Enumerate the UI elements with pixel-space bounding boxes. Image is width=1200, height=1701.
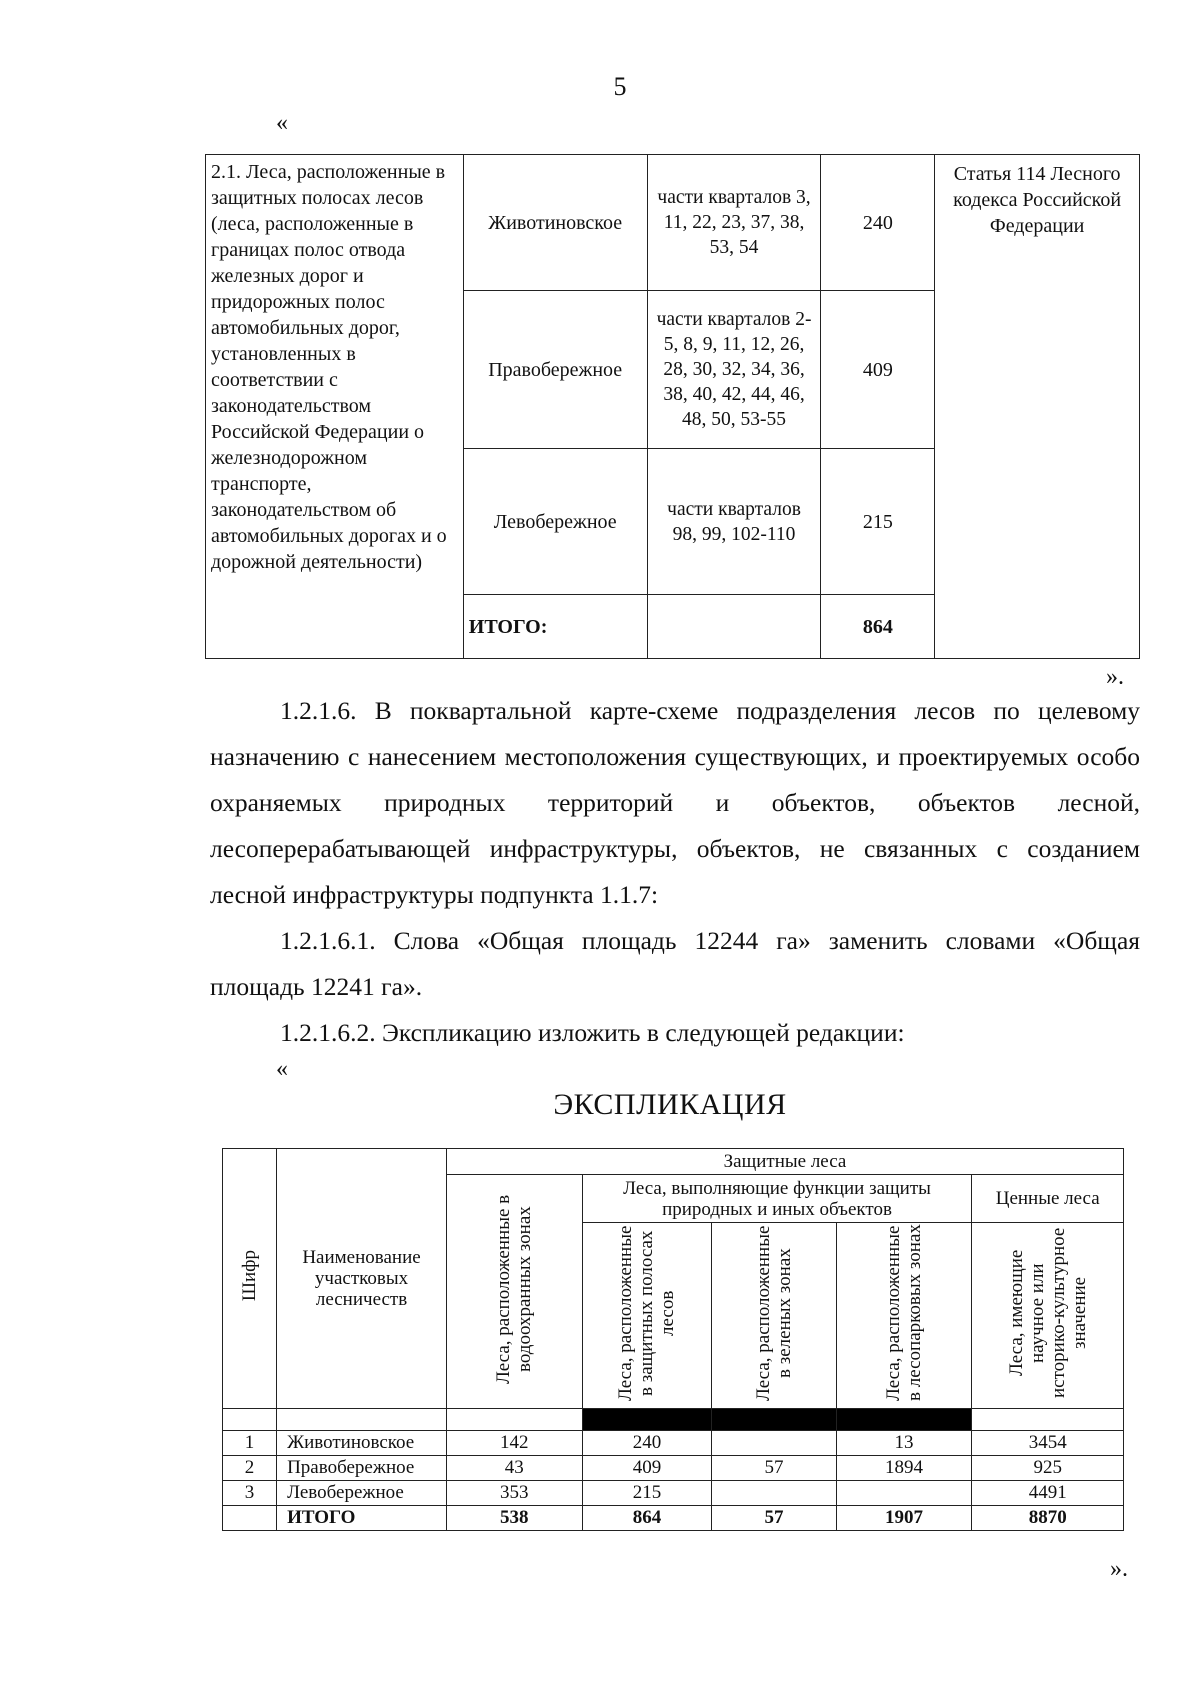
code-header: Шифр: [223, 1149, 277, 1409]
table-row: 3 Левобережное 353 215 4491: [223, 1481, 1124, 1506]
area-value: 409: [821, 291, 935, 449]
paragraph-1-2-1-6: 1.2.1.6. В поквартальной карте-схеме подразделения лесов по целевому назначению с нанесением местоположения существующих, и проектируемых особо охраняемых природных территорий и объектов, объектов лесной, лесоперерабатывающей инфраструктуры, объектов, не связанных с созданием лесной инфраструктуры подпункта 1.1.7:: [210, 696, 1140, 909]
area-value: 240: [821, 155, 935, 291]
strips-header: Леса, расположенные в защитных полосах лесов: [582, 1223, 712, 1409]
park-header: Леса, расположенные в лесопарковых зонах: [836, 1223, 972, 1409]
scientific-header: Леса, имеющие научное или историко-культурное значение: [972, 1223, 1124, 1409]
filled-cell: [836, 1409, 972, 1431]
filled-cell: [712, 1409, 836, 1431]
forestry-name: Левобережное: [463, 449, 647, 595]
close-quote: ».: [1106, 664, 1124, 690]
category-description: 2.1. Леса, расположенные в защитных полосах лесов (леса, расположенные в границах полос отвода железных дорог и придорожных полос автомобильных дорог, установленных в соответствии с законодательством Российской Федерации о железнодорожном транспорте, законодательством об автомобильных дорогах и о дорожной деятельности): [206, 155, 464, 659]
close-quote: ».: [1110, 1556, 1128, 1582]
explication-table: [222, 1148, 1124, 1531]
open-quote: «: [276, 110, 288, 136]
body-text: [210, 688, 1140, 1056]
filled-cell: [582, 1409, 712, 1431]
area-value: 215: [821, 449, 935, 595]
forest-category-table: [205, 154, 1140, 659]
total-area: 864: [821, 595, 935, 659]
paragraph-1-2-1-6-1: 1.2.1.6.1. Слова «Общая площадь 12244 га» заменить словами «Общая площадь 12241 га».: [210, 926, 1140, 1001]
explication-title: ЭКСПЛИКАЦИЯ: [553, 1088, 787, 1121]
open-quote: «: [276, 1056, 288, 1082]
table-row: 2 Правобережное 43 409 57 1894 925: [223, 1456, 1124, 1481]
total-row: ИТОГО 538 864 57 1907 8870: [223, 1506, 1124, 1531]
water-zone-header: Леса, расположенные в водоохранных зонах: [446, 1175, 582, 1409]
forestry-name: Животиновское: [463, 155, 647, 291]
quarters: части кварталов 3, 11, 22, 23, 37, 38, 53, 54: [647, 155, 821, 291]
quarters: части кварталов 2-5, 8, 9, 11, 12, 26, 28, 30, 32, 34, 36, 38, 40, 42, 44, 46, 48, 50, 53-55: [647, 291, 821, 449]
green-header: Леса, расположенные в зеленых зонах: [712, 1223, 836, 1409]
name-header: Наименование участковых лесничеств: [277, 1149, 447, 1409]
legal-basis: Статья 114 Лесного кодекса Российской Федерации: [935, 155, 1140, 659]
paragraph-1-2-1-6-2: 1.2.1.6.2. Экспликацию изложить в следующей редакции:: [280, 1018, 905, 1047]
total-label: ИТОГО:: [463, 595, 647, 659]
empty-cell: [647, 595, 821, 659]
protect-functions-header: Леса, выполняющие функции защиты природных и иных объектов: [582, 1175, 972, 1223]
table-row: 1 Животиновское 142 240 13 3454: [223, 1431, 1124, 1456]
quarters: части кварталов 98, 99, 102-110: [647, 449, 821, 595]
valuable-header: Ценные леса: [972, 1175, 1124, 1223]
page-number: 5: [613, 72, 627, 101]
forestry-name: Правобережное: [463, 291, 647, 449]
protective-header: Защитные леса: [446, 1149, 1123, 1175]
